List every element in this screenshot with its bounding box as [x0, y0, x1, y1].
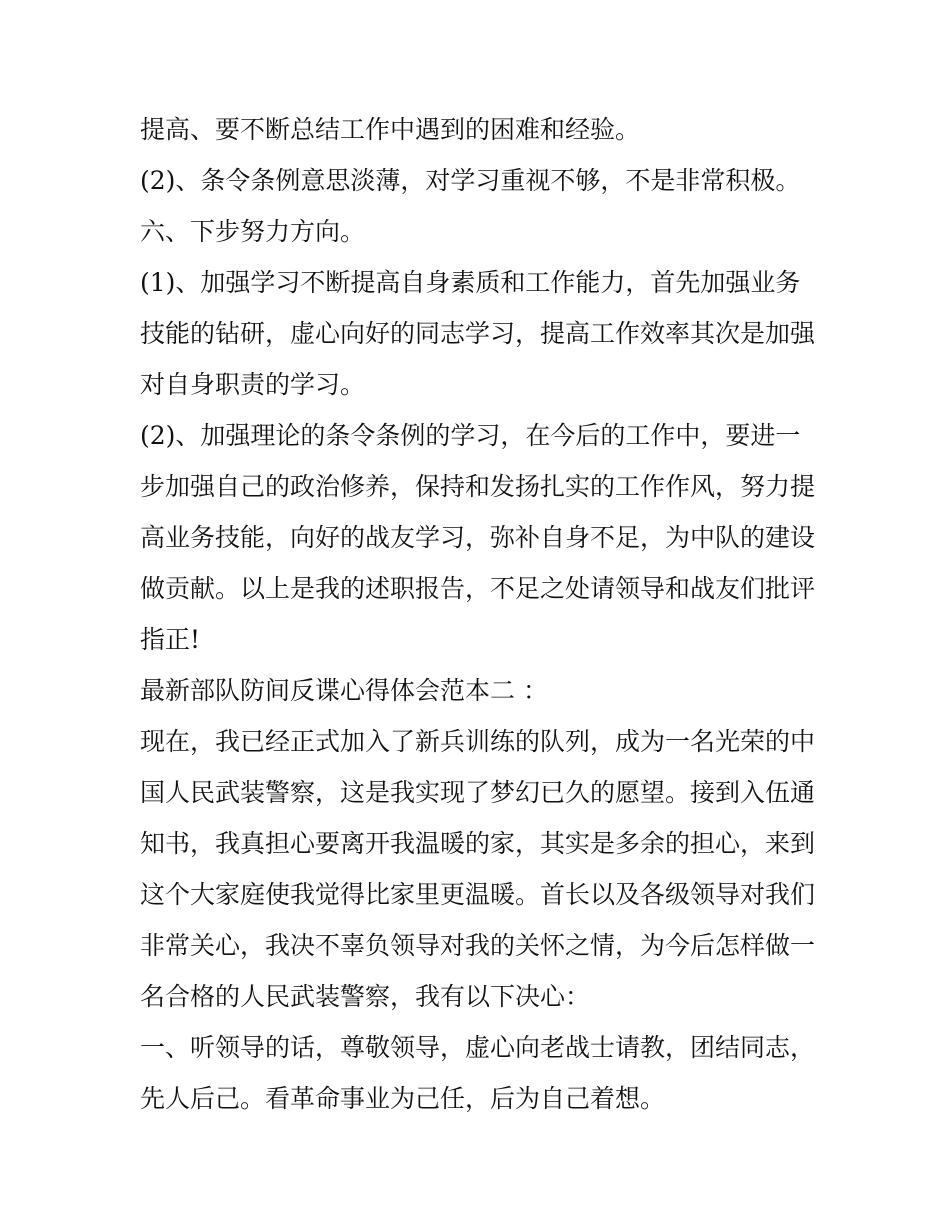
paragraph-line: 名合格的人民武装警察，我有以下决心： — [140, 982, 591, 1011]
paragraph-line: 技能的钻研，虚心向好的同志学习，提高工作效率其次是加强 — [140, 319, 816, 348]
paragraph-line: 国人民武装警察，这是我实现了梦幻已久的愿望。接到入伍通 — [140, 778, 816, 807]
paragraph-line: 非常关心，我决不辜负领导对我的关怀之情，为今后怎样做一 — [140, 931, 816, 960]
section-heading: 最新部队防间反谍心得体会范本二 ： — [140, 676, 548, 705]
paragraph-line: 这个大家庭使我觉得比家里更温暖。首长以及各级领导对我们 — [140, 880, 816, 909]
paragraph-line: (1)、加强学习不断提高自身素质和工作能力，首先加强业务 — [140, 268, 801, 297]
paragraph-line: 先人后己。看革命事业为己任，后为自己着想。 — [140, 1084, 666, 1113]
paragraph-line: 现在，我已经正式加入了新兵训练的队列，成为一名光荣的中 — [140, 727, 816, 756]
paragraph-line: (2)、加强理论的条令条例的学习，在今后的工作中，要进一 — [140, 421, 801, 450]
paragraph-line: 指正! — [140, 625, 201, 654]
paragraph-line: 一、听领导的话，尊敬领导，虚心向老战士请教，团结同志， — [140, 1033, 816, 1062]
paragraph-line: (2)、条令条例意思淡薄，对学习重视不够，不是非常积极。 — [140, 166, 801, 195]
paragraph-line: 提高、要不断总结工作中遇到的困难和经验。 — [140, 115, 641, 144]
paragraph-line: 步加强自己的政治修养，保持和发扬扎实的工作作风，努力提 — [140, 472, 816, 501]
paragraph-line: 对自身职责的学习。 — [140, 370, 366, 399]
paragraph-line: 知书，我真担心要离开我温暖的家，其实是多余的担心，来到 — [140, 829, 816, 858]
paragraph-line: 高业务技能，向好的战友学习，弥补自身不足，为中队的建设 — [140, 523, 816, 552]
paragraph-line: 六、下步努力方向。 — [140, 217, 366, 246]
paragraph-line: 做贡献。以上是我的述职报告，不足之处请领导和战友们批评 — [140, 574, 816, 603]
